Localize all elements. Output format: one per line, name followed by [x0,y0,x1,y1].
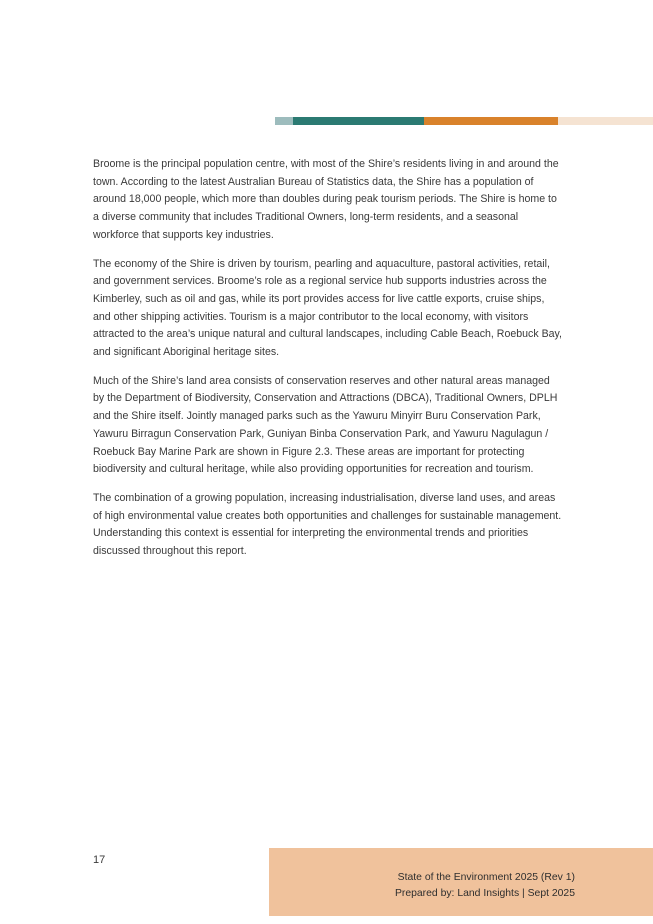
footer-report-title: State of the Environment 2025 (Rev 1) [397,872,575,883]
header-bar-segment-peach [558,117,653,125]
paragraph-conservation: Much of the Shire’s land area consists of conservation reserves and other natural areas managed by the Department of Biodiversity, Conservation and Attractions (DBCA), Traditional Owners, DPLH and the Shire itself. Jointly managed parks such as the Yawuru Minyirr Buru Conservation Park, Yawuru Birragun Conservation Park, Guniyan Binba Conservation Park, and Yawuru Nagulagun / Roebuck Bay Marine Park are shown in Figure 2.3. These areas are important for protecting biodiversity and cultural heritage, while also providing opportunities for recreation and tourism. [93,374,558,476]
paragraph-summary: The combination of a growing population, increasing industrialisation, diverse land uses, and areas of high environmental value creates both opportunities and challenges for sustainable management. Understanding this context is essential for interpreting the environmental trends and priorities discussed throughout this report. [93,491,562,558]
paragraph-population: Broome is the principal population centre, with most of the Shire’s residents living in and around the town. According to the latest Australian Bureau of Statistics data, the Shire has a population of around 18,000 people, which more than doubles during peak tourism periods. The Shire is home to a diverse community that includes Traditional Owners, long-term residents, and a seasonal workforce that supports key industries. [93,158,559,241]
body-text [93,156,563,572]
page-number: 17 [93,854,106,866]
paragraph-economy: The economy of the Shire is driven by tourism, pearling and aquaculture, pastoral activities, retail, and government services. Broome’s role as a regional service hub supports industries across the Kimberley, such as oil and gas, while its port provides access for live cattle exports, cruise ships, and other shipping activities. Tourism is a major contributor to the local economy, with visitors attracted to the area’s unique natural and cultural landscapes, including Cable Beach, Roebuck Bay, and significant Aboriginal heritage sites. [93,257,562,359]
header-bar-segment-light-teal [275,117,293,125]
footer-prepared-by: Prepared by: Land Insights | Sept 2025 [394,888,575,899]
header-color-bar [275,117,653,125]
footer-box [269,848,653,916]
header-bar-segment-orange [424,117,558,125]
footer-text [395,870,575,902]
header-bar-segment-teal [293,117,424,125]
